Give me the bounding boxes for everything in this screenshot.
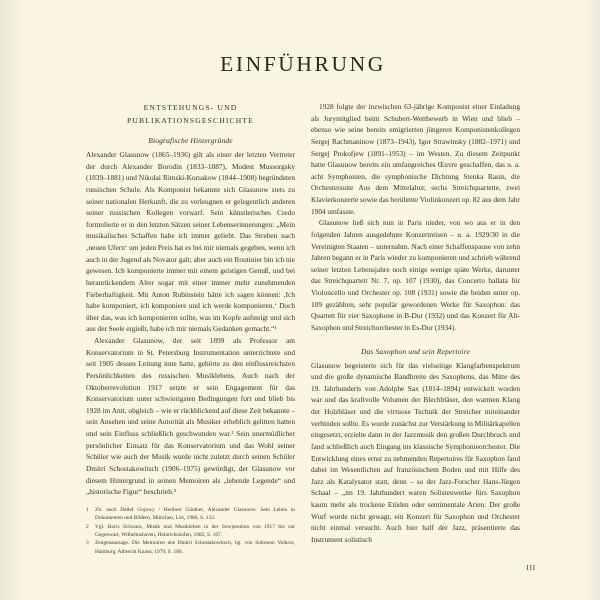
subheading-biografische-hintergruende: Biografische Hintergründe: [148, 136, 233, 146]
paragraph: Alexander Glasunow (1865–1936) gilt als einer der letzten Vertreter der durch Alexander Borodin (1833–1887), Modest Mussorgsky (1839–1881) und Nikolai Rimski-Korsakow (1844–1908) begründeten russischen Schule. Als Komponist bekannte sich Glasunow stets zu seiner nationalen Herkunft, die zu verleugnen er gelegentlich anderen seiner russischen Kollegen vorwarf. Sein künstlerisches Credo formulierte er in den letzten Sätzen seiner Lebenserinnerungen: „Mein musikalisches Schaffen habe ich immer geliebt. Das Streben nach ‚neuen Ufern‘ um jeden Preis hat es bei mir niemals gegeben, wenn ich auch in der Jugend als Novator galt; aber auch ein Routinier bin ich nie gewesen. Ich komponierte immer mit einem geistigen Genuß, und bei heranrückendem Alter sogar mit einer immer mehr zunehmenden Fieberhaftigkeit. Mit Anton Rubinstein hätte ich sagen können: ,Ich habe komponiert, ich komponiere und ich werde komponieren.‘ Doch über das, was ich komponieren sollte, was im Kopfe aufsteigt und sich aus der Seele ergießt, habe ich mir niemals Gedanken gemacht.“¹: [86, 150, 295, 334]
footnote-number: 1: [86, 506, 89, 513]
section-heading-line-1: ENTSTEHUNGS- UND: [143, 103, 238, 112]
right-column: [311, 101, 520, 556]
left-column-text: [86, 101, 295, 498]
footnote: [86, 539, 295, 556]
paragraph: Glasunow ließ sich nun in Paris nieder, von wo aus er in den folgenden Jahren ausgedehnte Konzertreisen – u. a. 1929/30 in die Vereinigten Staaten – unternahm. Nach einer Schaffenspause von zehn Jahren begann er in Paris wieder zu komponieren und schrieb während seiner letzten Lebensjahre noch einige wenige späte Werke, darunter das Streichquartett Nr. 7, op. 107 (1930), das Concerto ballata für Violoncello und Orchester op. 108 (1931) sowie die beiden unter op. 109 gezählten, sehr populär gewordenen Werke für Saxophon: das Quartett für vier Saxophone in B-Dur (1932) und das Konzert für Alt-Saxophon und Streichorchester in Es-Dur (1934).: [311, 218, 520, 332]
section-heading: [86, 101, 295, 127]
left-column: [86, 101, 295, 556]
page-title: EINFÜHRUNG: [220, 52, 386, 76]
paragraph: Glasunow begeisterte sich für das vielseitige Klangfarbenspektrum und die große dynamische Bandbreite des Saxophons, das Mitte des 19. Jahrhunderts von Adolphe Sax (1814–1894) entwickelt worden war und das kraftvolle Volumen der Blechbläser, den warmen Klang der Holzbläser und die virtuose Technik der Streicher miteinander verbinden sollte. Es wurde zunächst zur Verstärkung in Militärkapellen eingesetzt, erzielte dann in der Jazzmusik den großen Durchbruch und fand schließlich auch Eingang ins klassische Symphonieorchester. Die Entwicklung eines ernst zu nehmenden Repertoires für Saxophon fand dabei im Wesentlichen auf französischem Boden und mit Hilfe des Jazz als Katalysator statt, denn – so der Jazz-Forscher Hans-Jürgen Schaal – „im 19. Jahrhundert waren Solistenwerke fürs Saxophon kaum mehr als trockene Etüden oder sentimentale Arien: Der große Wurf wurde nicht gewagt, ein Konzert für Saxophon und Orchester nicht einmal versucht. Auch hier half der Jazz, präsentierte das Instrument solistisch: [311, 360, 520, 544]
footnotes: [86, 500, 295, 556]
footnote-number: 3: [86, 540, 89, 547]
paragraph: 1928 folgte der inzwischen 63-jährige Komponist einer Einladung als Jurymitglied beim Schubert-Wettbewerb in Wien und blieb – ebenso wie seine bereits emigrierten jüngeren Komponistenkollegen Sergej Rachmaninow (1873–1943), Igor Strawinsky (1882–1971) und Sergej Prokofjew (1891–1953) – im Westen. Zu diesem Zeitpunkt hatte Glasunow bereits ein umfangreiches Œuvre geschaffen, das u. a. acht Symphonien, die symphonische Dichtung Stenka Rasin, die Orchestersuite Aus dem Mittelalter, sechs Streichquartette, zwei Klavierkonzerte sowie das berühmte Violinkonzert op. 82 aus dem Jahr 1904 umfasste.: [311, 102, 520, 216]
subheading-das-saxophon-und-sein-repertoire: Das Saxophon und sein Repertoire: [360, 346, 471, 356]
footnote-text: Zit. nach Detlef Gojowy / Heribert Günther, Alexander Glasunow. Sein Leben in Dokumenten und Bildern, München, List, 1986, S. 132.: [95, 506, 295, 522]
footnote-text: Zeugenaussage. Die Memoiren des Dmitri Schostakowitsch, hg. von Solomon Volkow, Hamburg, Albrecht Knaus, 1979, S. 186.: [95, 540, 295, 555]
page-content: [86, 0, 520, 600]
footnote: [86, 506, 295, 523]
footnote: [86, 523, 295, 540]
page-number: III: [526, 564, 536, 572]
two-column-layout: [86, 101, 520, 556]
footnote-text: Vgl. Boris Schwarz, Musik und Musikleben in der Sowjetunion von 1917 bis zur Gegenwart, Wilhelmshaven, Heinrichshofen, 1982, S. 167.: [95, 523, 295, 538]
section-heading-line-2: PUBLIKATIONSGESCHICHTE: [127, 116, 254, 126]
footnote-number: 2: [86, 523, 89, 530]
paragraph: Alexander Glasunow, der seit 1899 als Professor am Konservatorium in St. Petersburg Instrumentation unterrichtete und seit 1905 dessen Leitung inne hatte, gehörte zu den einflussreichsten Persönlichkeiten des russischen Musiklebens. Auch nach der Oktoberrevolution 1917 setzte er sein Engagement für das Konservatorium unter schwierigsten Bedingungen fort und blieb bis 1928 im Amt, obgleich – wie er rückblickend auf diese Zeit bekannte – sein Ansehen und seine Autorität als Musiker erheblich gelitten hatten und sein Einfluss schließlich geschwunden war.² Sein unermüdlicher persönlicher Einsatz für das Konservatorium und das Wohl seiner Schüler wie auch der Musik wurde nicht zuletzt durch seinen Schüler Dmitri Schostakowitsch (1906–1975) gewürdigt, der Glasunow vor diesem Hintergrund in seinen Memoiren als „lebende Legende“ und „historische Figur“ beschrieb.³: [86, 336, 295, 497]
